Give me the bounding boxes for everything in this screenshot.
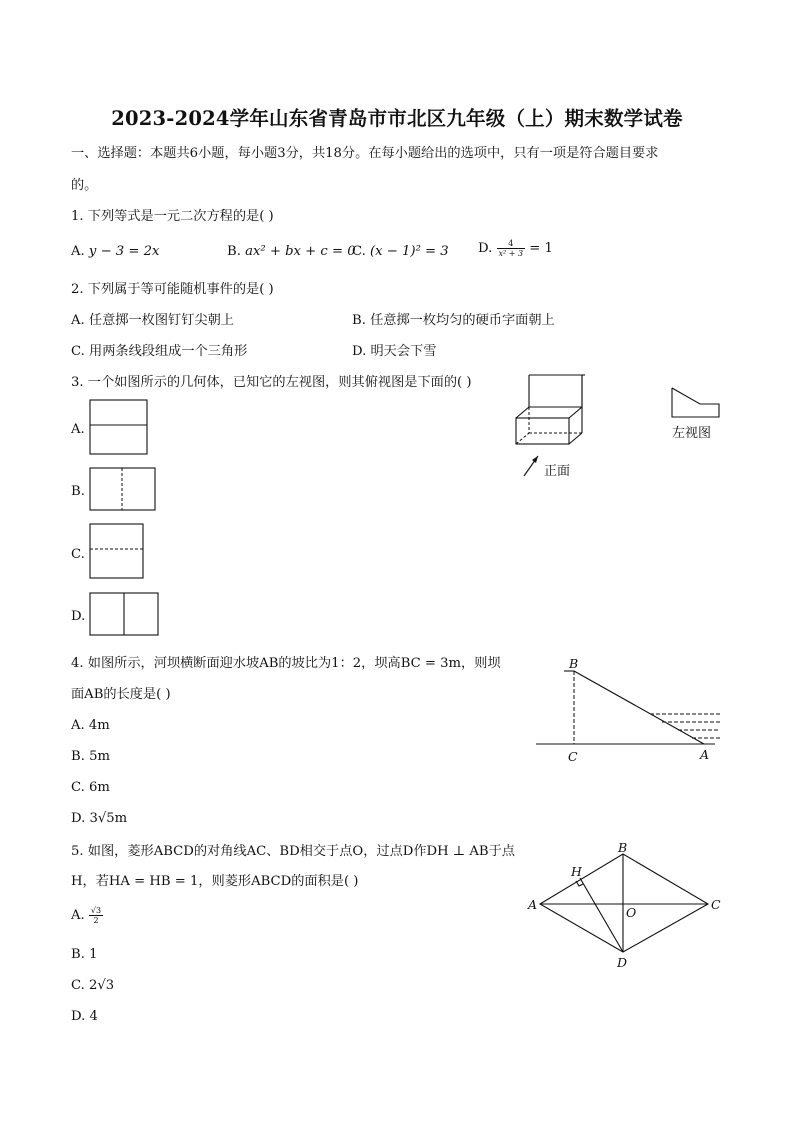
q1-option-c-math: (x − 1)² = 3 <box>370 244 449 259</box>
q2-stem: 2. 下列属于等可能随机事件的是( ) <box>71 282 274 297</box>
q4-label-c: C <box>568 749 578 764</box>
q3-front-label: 正面 <box>544 464 571 479</box>
q5-label-d: D <box>617 955 628 970</box>
q1-option-d-fraction <box>497 239 526 258</box>
q1-stem: 1. 下列等式是一元二次方程的是( ) <box>71 209 274 224</box>
q3-stem: 3. 一个如图所示的几何体，已知它的左视图，则其俯视图是下面的( ) <box>71 375 472 390</box>
section-instructions-line2: 的。 <box>71 178 98 193</box>
q5-label-h: H <box>571 864 582 879</box>
q3-option-d-figure[interactable] <box>89 592 161 637</box>
q3-option-d-label[interactable]: D. <box>71 609 86 624</box>
q1-option-d-label: D. <box>478 241 497 256</box>
q3-option-a-label[interactable]: A. <box>71 422 85 437</box>
q4-dam-diagram <box>530 652 725 770</box>
page-title: 2023-2024学年山东省青岛市市北区九年级（上）期末数学试卷 <box>111 107 683 130</box>
q1-option-b-label: B. <box>227 244 246 259</box>
q4-stem-line2: 面AB的长度是( ) <box>71 687 171 702</box>
q5-label-b: B <box>618 840 628 855</box>
q5-label-a: A <box>528 897 538 912</box>
q1-option-b-math: ax² + bx + c = 0 <box>245 244 356 259</box>
q5-option-a-denominator: 2 <box>93 916 99 925</box>
q5-option-a-numerator: √3 <box>90 906 102 915</box>
q3-left-view-label: 左视图 <box>672 426 712 441</box>
q3-option-b-figure[interactable] <box>89 467 157 512</box>
q5-rhombus-diagram <box>520 838 730 973</box>
q4-option-b[interactable]: B. 5m <box>71 749 110 764</box>
q5-option-a-label: A. <box>71 908 89 923</box>
q5-stem-line1: 5. 如图，菱形ABCD的对角线AC、BD相交于点O，过点D作DH ⊥ AB于点 <box>71 844 515 859</box>
q2-option-b[interactable]: B. 任意掷一枚均匀的硬币字面朝上 <box>352 313 555 328</box>
q4-option-c[interactable]: C. 6m <box>71 780 110 795</box>
q5-option-d[interactable]: D. 4 <box>71 1009 98 1024</box>
q3-option-c-label[interactable]: C. <box>71 547 85 562</box>
q5-option-c[interactable]: C. 2√3 <box>71 978 115 993</box>
q5-label-c: C <box>711 897 721 912</box>
q4-option-a[interactable]: A. 4m <box>71 718 110 733</box>
q3-option-b-label[interactable]: B. <box>71 484 85 499</box>
q1-option-d-rest: = 1 <box>525 241 553 256</box>
q2-option-a[interactable]: A. 任意掷一枚图钉钉尖朝上 <box>71 313 234 328</box>
q3-left-view-shape <box>670 386 722 420</box>
q1-option-c-label: C. <box>352 244 371 259</box>
q1-option-a-math: y − 3 = 2x <box>88 244 160 259</box>
q4-option-d[interactable]: D. 3√5m <box>71 811 128 826</box>
section-instructions-line1: 一、选择题：本题共6小题，每小题3分，共18分。在每小题给出的选项中，只有一项是符合题目要求 <box>71 146 659 161</box>
q1-option-a[interactable] <box>71 243 159 261</box>
q4-stem-line1: 4. 如图所示，河坝横断面迎水坡AB的坡比为1：2，坝高BC = 3m，则坝 <box>71 656 501 671</box>
q1-option-d-numerator: 4 <box>497 239 526 249</box>
q2-option-c[interactable]: C. 用两条线段组成一个三角形 <box>71 344 248 359</box>
q1-option-d-denominator: x² + 3 <box>498 249 524 258</box>
q4-label-a: A <box>700 747 710 762</box>
q3-option-a-figure[interactable] <box>89 399 149 456</box>
q1-option-d[interactable] <box>478 239 553 258</box>
q5-option-b[interactable]: B. 1 <box>71 947 98 962</box>
q5-stem-line2: H，若HA = HB = 1，则菱形ABCD的面积是( ) <box>71 874 359 889</box>
q3-option-c-figure[interactable] <box>89 523 146 580</box>
q5-label-o: O <box>626 905 637 920</box>
q2-option-d[interactable]: D. 明天会下雪 <box>352 344 437 359</box>
q1-option-b[interactable] <box>227 243 356 261</box>
q1-option-c[interactable] <box>352 243 449 261</box>
q1-option-a-label: A. <box>71 244 89 259</box>
q5-option-a[interactable] <box>71 906 103 925</box>
q4-label-b: B <box>569 656 579 671</box>
q5-option-a-fraction <box>89 906 103 925</box>
